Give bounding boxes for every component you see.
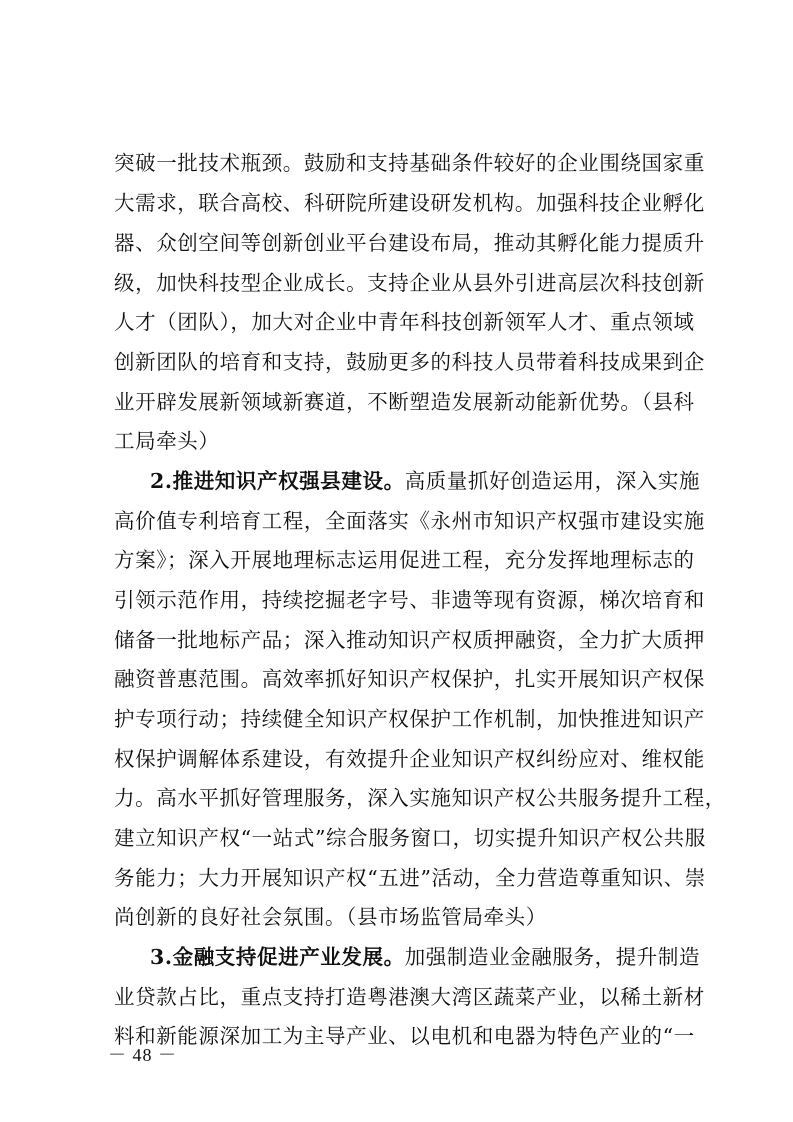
section-heading-line [150,942,701,972]
text-line: 级，加快科技型企业成长。支持企业从县外引进高层次科技创新 [114,271,705,295]
text-line: 器、众创空间等创新创业平台建设布局，推动其孵化能力提质升 [114,231,705,255]
text-line: 务能力；大力开展知识产权“五进”活动，全力营造尊重知识、崇 [114,866,706,890]
text-line: 工局牵头） [114,429,220,453]
text-run: 加强制造业金融服务，提升制造 [404,945,701,969]
text-line: 突破一批技术瓶颈。鼓励和支持基础条件较好的企业围绕国家重 [114,151,705,175]
section-heading: 3.金融支持促进产业发展。 [150,945,405,969]
text-line: 权保护调解体系建设，有效提升企业知识产权纠纷应对、维权能 [114,747,705,771]
text-line: 创新团队的培育和支持，鼓励更多的科技人员带着科技成果到企 [114,350,705,374]
text-line: 储备一批地标产品；深入推动知识产权质押融资，全力扩大质押 [114,628,705,652]
text-line: 方案》；深入开展地理标志运用促进工程，充分发挥地理标志的 [114,548,695,572]
text-line: 大需求，联合高校、科研院所建设研发机构。加强科技企业孵化 [114,191,705,215]
text-line: 人才（团队），加大对企业中青年科技创新领军人才、重点领域 [114,310,695,334]
text-run: 高质量抓好创造运用，深入实施 [404,469,701,493]
text-line: 料和新能源深加工为主导产业、以电机和电器为特色产业的“一 [114,1024,695,1048]
section-heading-line [150,466,701,496]
text-line: 护专项行动；持续健全知识产权保护工作机制，加快推进知识产 [114,707,705,731]
text-line: 引领示范作用，持续挖掘老字号、非遗等现有资源，梯次培育和 [114,588,705,612]
text-line: 融资普惠范围。高效率抓好知识产权保护，扎实开展知识产权保 [114,667,705,691]
text-line: 高价值专利培育工程，全面落实《永州市知识产权强市建设实施 [114,509,705,533]
text-line: 建立知识产权“一站式”综合服务窗口，切实提升知识产权公共服 [114,826,706,850]
text-line: 业开辟发展新领域新赛道，不断塑造发展新动能新优势。（县科 [114,390,695,414]
text-line: 尚创新的良好社会氛围。（县市场监管局牵头） [114,905,547,929]
section-heading: 2.推进知识产权强县建设。 [150,469,405,493]
page-number: － 48 － [108,1045,177,1065]
text-line: 业贷款占比，重点支持打造粤港澳大湾区蔬菜产业，以稀土新材 [114,985,705,1009]
text-line: 力。高水平抓好管理服务，深入实施知识产权公共服务提升工程， [114,786,726,810]
